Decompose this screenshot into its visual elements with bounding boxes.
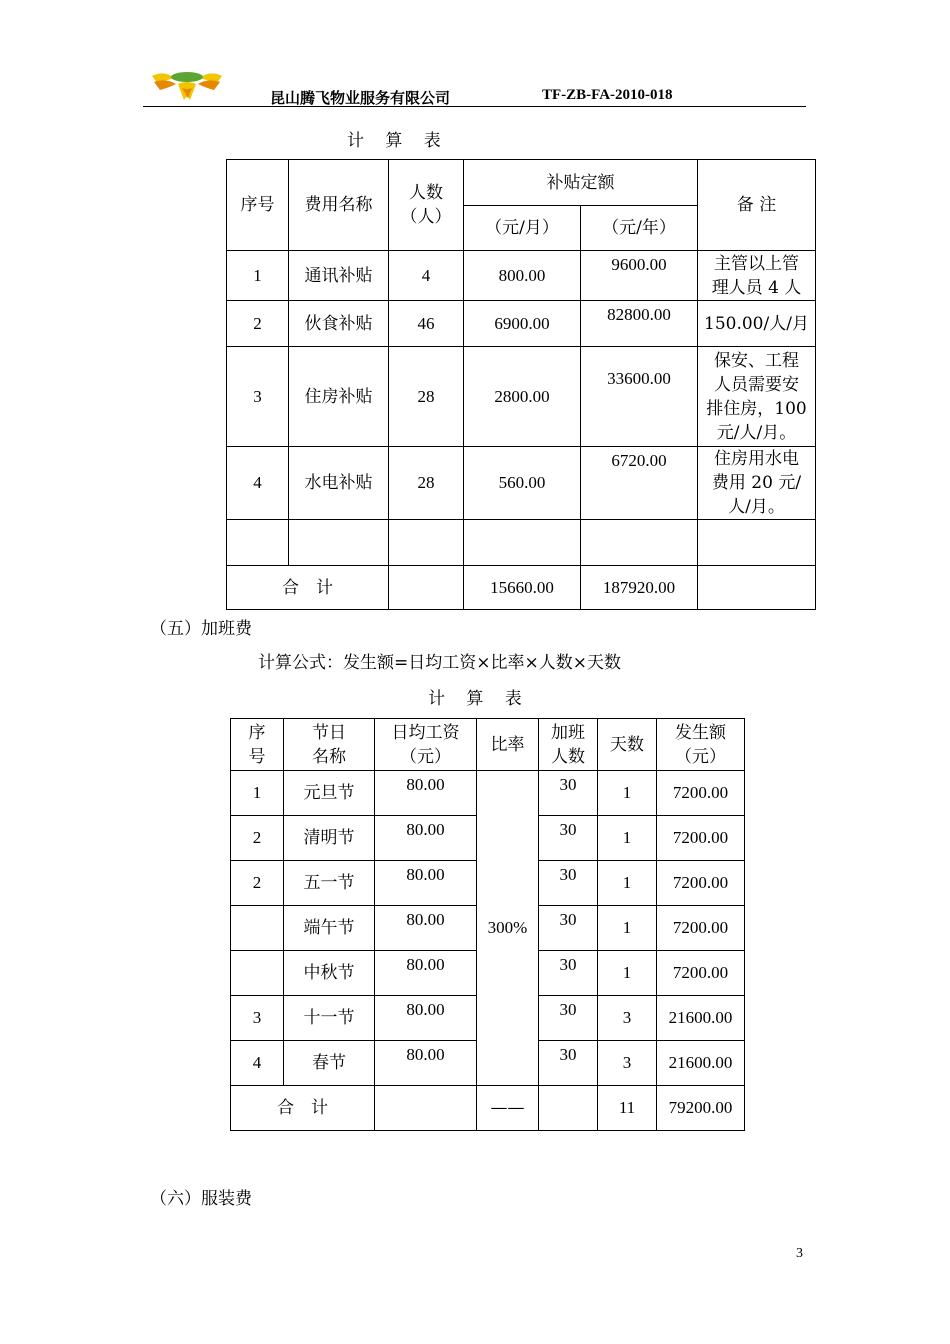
cell-wage: 80.00 (375, 771, 477, 816)
header-days: 天数 (598, 719, 657, 771)
cell-note: 保安、工程人员需要安排住房，100 元/人/月。 (698, 347, 816, 447)
cell-amount: 7200.00 (657, 906, 745, 951)
cell-people: 30 (539, 1041, 598, 1086)
section5-title: （五）加班费 (150, 619, 252, 639)
cell-holiday: 春节 (284, 1041, 375, 1086)
header-seq: 序号 (231, 719, 284, 771)
cell-amount: 7200.00 (657, 771, 745, 816)
cell-people: 30 (539, 861, 598, 906)
cell-amount: 7200.00 (657, 816, 745, 861)
cell-amount: 7200.00 (657, 951, 745, 996)
total-label: 合 计 (231, 1086, 375, 1131)
document-code: TF-ZB-FA-2010-018 (542, 87, 673, 103)
company-name: 昆山腾飞物业服务有限公司 (270, 89, 451, 107)
cell-amount: 21600.00 (657, 996, 745, 1041)
cell-seq: 3 (227, 347, 289, 447)
cell-days: 1 (598, 771, 657, 816)
cell-days: 1 (598, 951, 657, 996)
cell-year: 82800.00 (581, 301, 698, 347)
cell-note: 主管以上管理人员 4 人 (698, 251, 816, 301)
table-row (227, 447, 816, 520)
cell-note: 150.00/人/月 (698, 301, 816, 347)
cell-year: 9600.00 (581, 251, 698, 301)
cell-seq: 2 (231, 816, 284, 861)
formula-text: 计算公式：发生额=日均工资×比率×人数×天数 (258, 653, 621, 673)
page-number: 3 (796, 1246, 803, 1261)
cell-month: 560.00 (464, 447, 581, 520)
header-amount: 发生额（元） (657, 719, 745, 771)
cell-seq: 4 (231, 1041, 284, 1086)
section6-title: （六）服装费 (150, 1189, 252, 1209)
header-holiday: 节日名称 (284, 719, 375, 771)
total-year: 187920.00 (581, 566, 698, 610)
header-note: 备 注 (698, 160, 816, 251)
total-rate: —— (477, 1086, 539, 1131)
cell-wage: 80.00 (375, 861, 477, 906)
company-logo-icon (150, 68, 224, 102)
table-row (227, 251, 816, 301)
header-people: 人数（人） (389, 160, 464, 251)
cell-wage: 80.00 (375, 816, 477, 861)
cell-people: 30 (539, 771, 598, 816)
cell-days: 1 (598, 906, 657, 951)
cell-wage: 80.00 (375, 906, 477, 951)
cell-amount: 21600.00 (657, 1041, 745, 1086)
cell-holiday: 端午节 (284, 906, 375, 951)
cell-seq: 1 (227, 251, 289, 301)
cell-people: 30 (539, 951, 598, 996)
cell-wage: 80.00 (375, 951, 477, 996)
cell-month: 6900.00 (464, 301, 581, 347)
subsidy-table (226, 159, 816, 610)
cell-holiday: 元旦节 (284, 771, 375, 816)
cell-seq: 1 (231, 771, 284, 816)
cell-fee-name: 通讯补贴 (289, 251, 389, 301)
cell-holiday: 清明节 (284, 816, 375, 861)
total-label: 合 计 (227, 566, 389, 610)
header-fee-name: 费用名称 (289, 160, 389, 251)
overtime-table (230, 718, 745, 1131)
cell-seq (231, 906, 284, 951)
table-row (227, 301, 816, 347)
header-subsidy-quota: 补贴定额 (464, 160, 698, 206)
cell-people: 28 (389, 347, 464, 447)
cell-month: 800.00 (464, 251, 581, 301)
table-total-row (231, 1086, 745, 1131)
header-daily-wage: 日均工资（元） (375, 719, 477, 771)
cell-people: 28 (389, 447, 464, 520)
cell-people: 4 (389, 251, 464, 301)
header-ot-people: 加班人数 (539, 719, 598, 771)
cell-seq: 3 (231, 996, 284, 1041)
cell-seq: 4 (227, 447, 289, 520)
cell-days: 3 (598, 996, 657, 1041)
cell-people: 46 (389, 301, 464, 347)
total-amount: 79200.00 (657, 1086, 745, 1131)
table1-caption: 计 算 表 (347, 131, 449, 151)
cell-holiday: 五一节 (284, 861, 375, 906)
table2-caption: 计 算 表 (428, 689, 530, 709)
cell-days: 1 (598, 861, 657, 906)
total-month: 15660.00 (464, 566, 581, 610)
cell-year: 33600.00 (581, 347, 698, 447)
table-row (231, 771, 745, 816)
cell-year: 6720.00 (581, 447, 698, 520)
cell-month: 2800.00 (464, 347, 581, 447)
cell-fee-name: 住房补贴 (289, 347, 389, 447)
header-rate: 比率 (477, 719, 539, 771)
header-divider (143, 106, 806, 107)
cell-amount: 7200.00 (657, 861, 745, 906)
cell-rate: 300% (477, 771, 539, 1086)
table-row (227, 347, 816, 447)
cell-wage: 80.00 (375, 1041, 477, 1086)
cell-days: 3 (598, 1041, 657, 1086)
header-per-month: （元/月） (464, 206, 581, 251)
table-total-row (227, 566, 816, 610)
cell-wage: 80.00 (375, 996, 477, 1041)
cell-people: 30 (539, 996, 598, 1041)
cell-holiday: 十一节 (284, 996, 375, 1041)
table-row-empty (227, 520, 816, 566)
cell-seq: 2 (227, 301, 289, 347)
header-seq: 序号 (227, 160, 289, 251)
cell-people: 30 (539, 816, 598, 861)
cell-seq (231, 951, 284, 996)
total-days: 11 (598, 1086, 657, 1131)
cell-holiday: 中秋节 (284, 951, 375, 996)
cell-fee-name: 水电补贴 (289, 447, 389, 520)
cell-fee-name: 伙食补贴 (289, 301, 389, 347)
cell-days: 1 (598, 816, 657, 861)
header-per-year: （元/年） (581, 206, 698, 251)
cell-seq: 2 (231, 861, 284, 906)
cell-note: 住房用水电费用 20 元/人/月。 (698, 447, 816, 520)
cell-people: 30 (539, 906, 598, 951)
